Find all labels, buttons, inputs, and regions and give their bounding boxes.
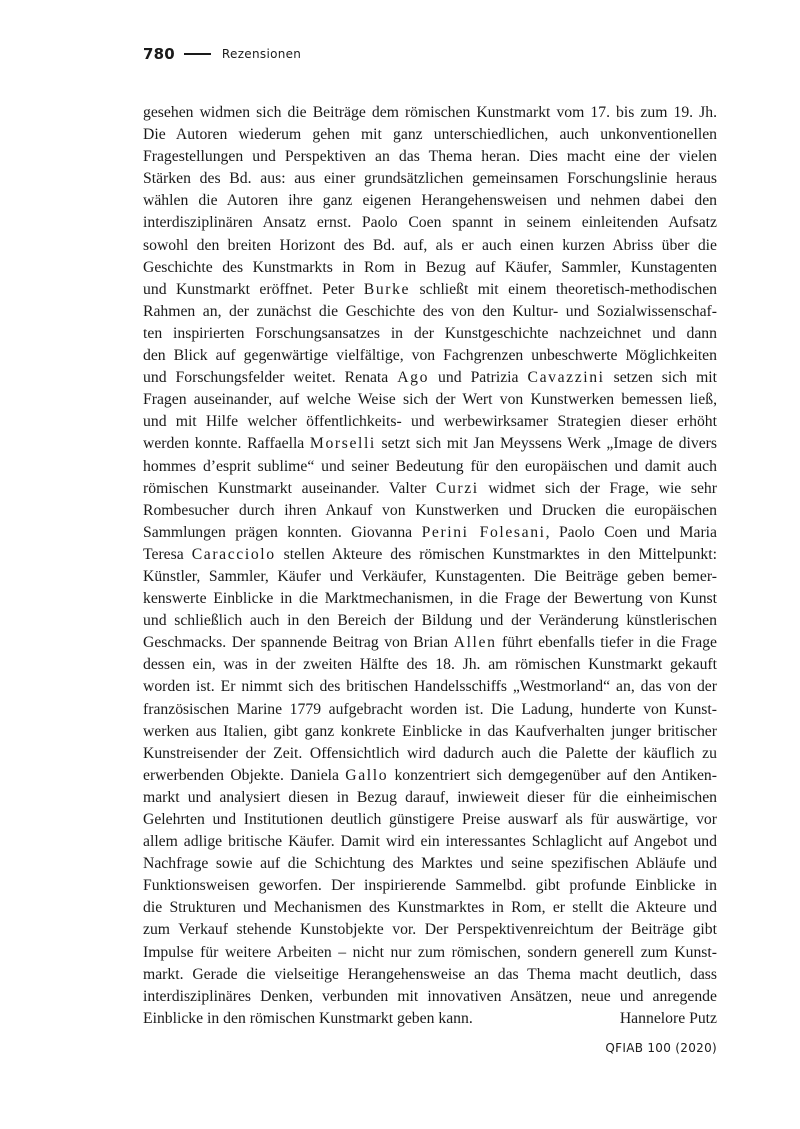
text-line (143, 478, 717, 500)
text-line: Künstler, Sammler, Käufer und Verkäufer, Kunstagenten. Die Beiträge geben bemer- (143, 567, 717, 585)
text-line: Fragen auseinander, auf welche Weise sich der Wert von Kunstwerken bemessen ließ, (143, 391, 717, 409)
text-segment: und Forschungsfelder weitet. Renata (143, 369, 398, 387)
text-line: Kunstreisender der Zeit. Offensichtlich wird dadurch auch die Palette der käuflich zu (143, 744, 717, 762)
text-line: zum Verkauf stehende Kunstobjekte vor. Der Perspektivenreichtum der Beiträge gibt (143, 921, 717, 939)
header-rule (184, 53, 211, 55)
text-segment: und Patrizia (429, 369, 528, 387)
text-segment: werden konnte. Raffaella (143, 435, 310, 453)
text-line (143, 522, 717, 544)
text-segment: führt ebenfalls tiefer in die Frage (496, 634, 717, 652)
text-line: interdisziplinären Ansatz ernst. Paolo Coen spannt in seinem einleitenden Aufsatz (143, 214, 717, 232)
text-line (143, 433, 717, 455)
text-line (143, 279, 717, 301)
author-name-spaced: Burke (363, 280, 411, 298)
text-line: Rahmen an, der zunächst die Geschichte des von den Kultur- und Sozialwissenschaf- (143, 302, 717, 320)
text-line: Stärken des Bd. aus: aus einer grundsätzlichen gemeinsamen Forschungslinie heraus (143, 170, 717, 188)
text-line: Gelehrten und Institutionen deutlich günstigere Preise auswarf als für auswärtige, vor (143, 811, 717, 828)
text-line: Geschichte des Kunstmarkts in Rom in Bezug auf Käufer, Sammler, Kunstagenten (143, 258, 717, 276)
author-name-spaced: Ago (397, 369, 430, 387)
section-title: Rezensionen (221, 47, 302, 61)
text-line: hommes d’esprit sublime“ und seiner Bedeutung für den europäischen und damit auch (143, 457, 717, 475)
text-line: ten inspirierten Forschungsansatzes in der Kunstgeschichte nachzeichnet und dann (143, 324, 717, 342)
text-line: kenswerte Einblicke in die Marktmechanismen, in die Frage der Bewertung von Kunst (143, 590, 717, 608)
author-name-spaced: Perini Folesani (421, 523, 546, 541)
running-header (143, 42, 301, 66)
author-name-spaced: Allen (453, 634, 497, 652)
text-line (143, 765, 717, 787)
text-line: markt und analysiert diesen in Bezug darauf, inwieweit dieser für die einheimischen (143, 788, 717, 806)
text-segment: widmet sich der Frage, wie sehr (478, 479, 717, 497)
text-line: Funktionsweisen geworfen. Der inspirierende Sammelbd. gibt profunde Einblicke in (143, 877, 717, 895)
text-line (143, 544, 717, 566)
text-line: Fragestellungen und Perspektiven an das Thema heran. Dies macht eine der vielen (143, 148, 717, 166)
text-line: den Blick auf gegenwärtige vielfältige, von Fachgrenzen unbeschwerte Möglichkeiten (143, 347, 717, 365)
journal-footer: QFIAB 100 (2020) (605, 1041, 717, 1055)
text-segment: erwerbenden Objekte. Daniela (143, 766, 346, 784)
text-line: allem adlige britische Käufer. Damit wird ein interessantes Schlaglicht auf Angebot und (143, 833, 717, 851)
text-segment: Einblicke in den römischen Kunstmarkt geben kann. (143, 1009, 473, 1027)
text-line: gesehen widmen sich die Beiträge dem römischen Kunstmarkt vom 17. bis zum 19. Jh. (143, 104, 717, 121)
text-line: und schließlich auch in den Bereich der Bildung und der Veränderung künstlerischen (143, 612, 717, 630)
text-line: dessen ein, was in der zweiten Hälfte des 18. Jh. am römischen Kunstmarkt gekauft (143, 656, 717, 674)
text-line: werken aus Italien, gibt ganz konkrete Einblicke in das Kaufverhalten junger britischer (143, 722, 717, 740)
text-line-final (143, 1008, 717, 1030)
text-line: und mit Hilfe welcher öffentlichkeits- und werbewirksamer Strategien dieser erhöht (143, 413, 717, 431)
text-line: worden ist. Er nimmt sich des britischen Handelsschiffs „Westmorland“ an, das von der (143, 678, 717, 696)
page-number: 780 (143, 45, 175, 63)
text-segment: schließt mit einem theoretisch-methodischen (410, 280, 717, 298)
text-segment: setzt sich mit Jan Meyssens Werk „Image de divers (375, 435, 718, 453)
text-segment: stellen Akteure des römischen Kunstmarktes in den Mittelpunkt: (275, 545, 717, 563)
author-name-spaced: Curzi (435, 479, 479, 497)
author-name-spaced: Caracciolo (191, 545, 276, 563)
text-segment: konzentriert sich demgegenüber auf den Antiken- (388, 766, 717, 784)
text-line: französischen Marine 1779 aufgebracht worden ist. Die Ladung, hunderte von Kunst- (143, 700, 717, 718)
author-name-spaced: Cavazzini (527, 369, 605, 387)
text-segment: setzen sich mit (604, 369, 717, 387)
text-line: markt. Gerade die vielseitige Herangehensweise an das Thema macht deutlich, dass (143, 965, 717, 983)
review-author: Hannelore Putz (619, 1009, 717, 1027)
text-line (143, 632, 717, 654)
text-line: sowohl den breiten Horizont des Bd. auf, als er auch einen kurzen Abriss über die (143, 236, 717, 254)
text-line: wählen die Autoren ihre ganz eigenen Herangehensweisen und nehmen dabei den (143, 192, 717, 210)
text-line: Impulse für weitere Arbeiten – nicht nur zum römischen, sondern generell zum Kunst- (143, 943, 717, 961)
text-segment: und Kunstmarkt eröffnet. Peter (143, 280, 364, 298)
author-name-spaced: Gallo (345, 766, 389, 784)
text-segment: , Paolo Coen und Maria (545, 523, 717, 541)
author-name-spaced: Morselli (309, 435, 376, 453)
text-segment: Sammlungen prägen konnten. Giovanna (143, 523, 422, 541)
text-line: Rombesucher durch ihren Ankauf von Kunstwerken und Drucken die europäischen (143, 501, 717, 519)
review-body (143, 102, 717, 1030)
text-line: Nachfrage sowie auf die Schichtung des Marktes und seine spezifischen Abläufe und (143, 855, 717, 873)
text-line: Die Autoren wiederum gehen mit ganz unterschiedlichen, auch unkonventionellen (143, 126, 717, 144)
text-line (143, 367, 717, 389)
text-segment: Geschmacks. Der spannende Beitrag von Brian (143, 634, 454, 652)
text-segment: römischen Kunstmarkt auseinander. Valter (143, 479, 436, 497)
text-line: die Strukturen und Mechanismen des Kunstmarktes in Rom, er stellt die Akteure und (143, 899, 717, 917)
text-segment: Teresa (143, 545, 192, 563)
text-line: interdisziplinäres Denken, verbunden mit innovativen Ansätzen, neue und anregende (143, 987, 717, 1005)
